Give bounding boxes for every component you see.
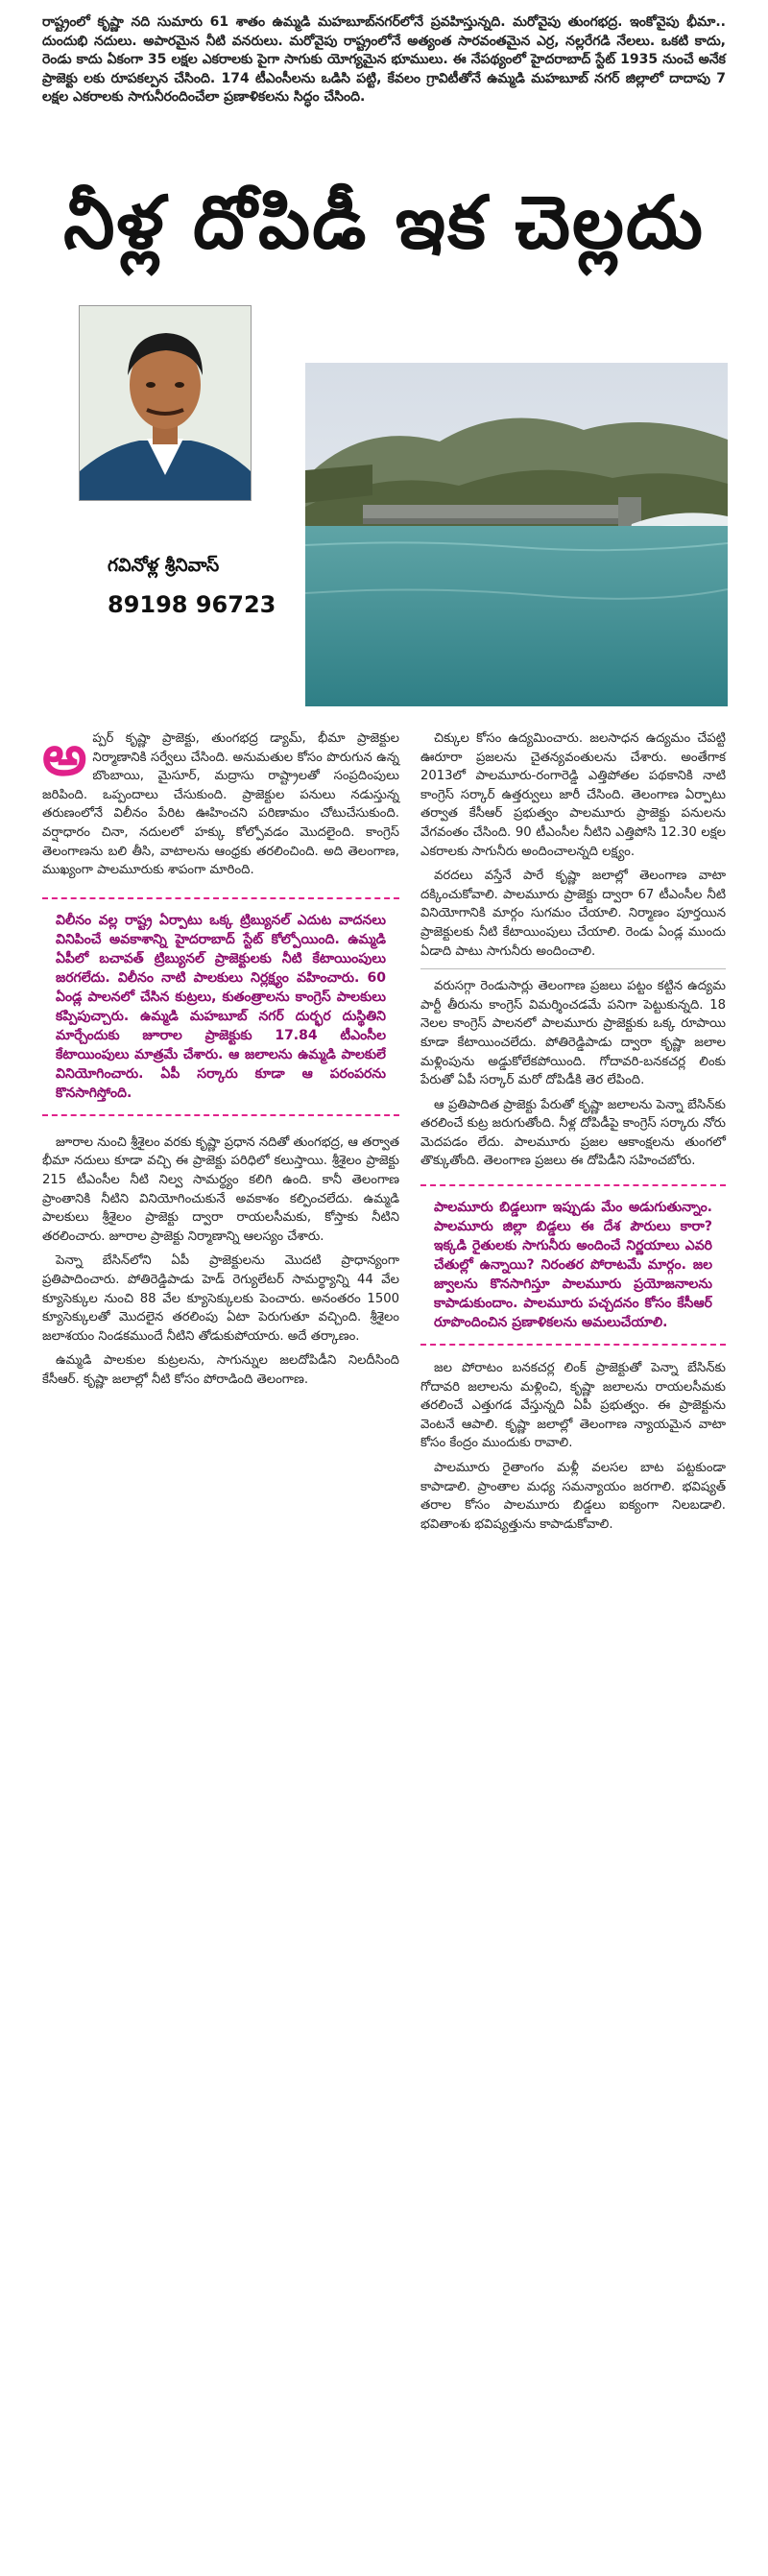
- left-paragraph-4: ఉమ్మడి పాలకుల కుట్రలను, సాగున్నుల జలదోపిడీని నిలదీసింది కేసీఆర్. కృష్ణా జలాల్లో నీటి కోసం పోరాడింది తెలంగాణ.: [42, 1353, 399, 1387]
- left-paragraph-3: పెన్నా బేసిన్‌లోని ఏపీ ప్రాజెక్టులను మొదటి ప్రాధాన్యంగా ప్రతిపాదించారు. పోతిరెడ్డిపాడు హెడ్ రెగ్యులేటర్ సామర్థ్యాన్ని 44 వేల క్యూసెక్కుల నుంచి 88 వేల క్యూసెక్కులకు పెంచారు. అనంతరం 1500 క్యూసెక్కులతో మొదలైన తరలింపు ఏటా పెరుగుతూ వచ్చింది. శ్రీశైలం జలాశయం నిండకముందే నీటిని తోడుకుపోయారు. అదే తర్కాణం.: [42, 1253, 399, 1344]
- dropcap-letter: అ: [42, 723, 87, 788]
- left-paragraph-1-text: ప్పర్ కృష్ణా ప్రాజెక్టు, తుంగభద్ర డ్యామ్, భీమా ప్రాజెక్టుల నిర్మాణానికి సర్వేలు చేసింది. అనుమతుల కోసం పొరుగున ఉన్న బొంబాయి, మైసూర్, మద్రాసు రాష్ట్రాలతో సంప్రదింపులు జరిపింది. ఒప్పందాలు చేసుకుంది. ప్రాజెక్టుల పనులు నడుస్తున్న తరుణంలోనే విలీనం పేరిట ఊహించని పరిణామం చోటుచేసుకుంది. వర్షాధారం చినా, నదులలో హక్కు కోల్పోవడం మొదలైంది. కాంగ్రెస్ తెలంగాణను బలి తీసి, వాటాలను ఆంధ్రకు తరలించింది. అది తెలంగాణ, ముఖ్యంగా పాలమూరుకు శాపంగా మారింది.: [42, 731, 399, 878]
- author-photo: [79, 305, 252, 501]
- left-column: [42, 723, 399, 1395]
- author-portrait-image: [80, 306, 251, 500]
- column-divider: [420, 968, 726, 969]
- left-paragraph-1: [42, 723, 399, 880]
- author-phone: 89198 96723: [108, 591, 276, 618]
- right-paragraph-3: వరుసగ్గా రెండుసార్లు తెలంగాణ ప్రజలు పట్టం కట్టిన ఉద్యమ పార్టీ తీరును కాంగ్రెస్ విమర్శించడమే పనిగా పెట్టుకున్నది. 18 నెలల కాంగ్రెస్ పాలనలో పాలమూరు ప్రాజెక్టుకు ఒక్క రూపాయి కూడా కేటాయించలేదు. పోతిరెడ్డిపాడు ద్వారా కృష్ణా జలాల మళ్లింపును అడ్డుకోలేకపోయింది. గోదావరి-బనకచర్ల లింకు పేరుతో ఏపీ సర్కార్ మరో దోపిడీకి తెర లేపింది.: [420, 979, 726, 1088]
- article-headline: నీళ్ల దోపిడీ ఇక చెల్లదు: [63, 179, 705, 265]
- left-paragraph-2: జూరాల నుంచి శ్రీశైలం వరకు కృష్ణా ప్రధాన నదితో తుంగభద్ర, ఆ తర్వాత భీమా నదులు కూడా వచ్చి ఈ ప్రాజెక్టు పరిధిలో కలుస్తాయి. శ్రీశైలం ప్రాజెక్టు 215 టీఎంసీల నీటి నిల్వ సామర్థ్యం కలిగి ఉంది. కానీ తెలంగాణ ప్రాంతానికి నీటిని వినియోగించుకునే అవకాశం కల్పించలేదు. ఉమ్మడి పాలకులు శ్రీశైలం ప్రాజెక్టు ద్వారా రాయలసీమకు, కోస్తాకు నీటిని తరలించారు. జూరాల ప్రాజెక్టు నిర్మాణాన్ని ఆలస్యం చేశారు.: [42, 1134, 399, 1244]
- right-paragraph-5: జల పోరాటం బనకచర్ల లింక్ ప్రాజెక్టుతో పెన్నా బేసిన్‌కు గోదావరి జలాలను మళ్లించి, కృష్ణా జలాలను రాయలసీమకు తరలించే ఎత్తుగడ వేస్తున్నది ఏపీ ప్రభుత్వం. ఈ ప్రాజెక్టును వెంటనే ఆపాలి. కృష్ణా జలాల్లో తెలంగాణ న్యాయమైన వాటా కోసం కేంద్రం ముందుకు రావాలి.: [420, 1361, 726, 1451]
- right-paragraph-4: ఆ ప్రతిపాదిత ప్రాజెక్టు పేరుతో కృష్ణా జలాలను పెన్నా బేసిన్‌కు తరలించే కుట్ర జరుగుతోంది. నీళ్ల దోపిడీపై కాంగ్రెస్ సర్కారు నోరు మెదపడం లేదు. పాలమూరు ప్రజల ఆకాంక్షలను తుంగలో తొక్కుతోంది. తెలంగాణ ప్రజలు ఈ దోపిడీని సహించబోరు.: [420, 1097, 726, 1169]
- pull-quote-left: విలీనం వల్ల రాష్ట్ర ఏర్పాటు ఒక్క ట్రిబ్యునల్ ఎదుట వాదనలు వినిపించే అవకాశాన్ని హైదరాబాద్ స్టేట్ కోల్పోయింది. ఉమ్మడి ఏపీలో బచావత్ ట్రిబ్యునల్ ప్రాజెక్టులకు నీటి కేటాయింపులు జరగలేదు. విలీనం నాటి పాలకులు నిర్లక్ష్యం వహించారు. 60 ఏండ్ల పాలనలో చేసిన కుట్రలు, కుతంత్రాలను కాంగ్రెస్ పాలకులు కప్పిపుచ్చారు. ఉమ్మడి మహబూబ్ నగర్ దుర్భర దుస్థితిని మార్చేందుకు జూరాల ప్రాజెక్టుకు 17.84 టీఎంసీల కేటాయింపులు మాత్రమే చేశారు. ఆ జలాలను ఉమ్మడి పాలకులే వినియోగించారు. ఏపీ సర్కారు కూడా ఆ పరంపరను కొనసాగిస్తోంది.: [42, 897, 399, 1116]
- pull-quote-right: పాలమూరు బిడ్డలుగా ఇప్పుడు మేం అడుగుతున్నాం. పాలమూరు జిల్లా బిడ్డలు ఈ దేశ పౌరులు కారా? ఇక్కడి రైతులకు సాగునీరు అందించే నిర్ణయాలు ఎవరి చేతుల్లో ఉన్నాయి? నిరంతర పోరాటమే మార్గం. జల జ్వాలను కొనసాగిస్తూ పాలమూరు ప్రయోజనాలను కాపాడుకుందాం. పాలమూరు పచ్చదనం కోసం కేసీఆర్ రూపొందించిన ప్రణాళికలను అమలుచేయాలి.: [420, 1184, 726, 1346]
- right-paragraph-6: పాలమూరు రైతాంగం మళ్లీ వలసల బాట పట్టకుండా కాపాడాలి. ప్రాంతాల మధ్య సమన్యాయం జరగాలి. భవిష్యత్ తరాల కోసం పాలమూరు బిడ్డలు ఐక్యంగా నిలబడాలి. భవితాంశు భవిష్యత్తును కాపాడుకోవాలి.: [420, 1461, 726, 1532]
- article-intro: [42, 13, 726, 107]
- right-paragraph-2: వరదలు వస్తేనే పారే కృష్ణా జలాల్లో తెలంగాణ వాటా దక్కించుకోవాలి. పాలమూరు ప్రాజెక్టు ద్వారా 67 టీఎంసీల నీటి వినియోగానికి మార్గం సుగమం చేయాలి. నిర్మాణం పూర్తయిన ప్రాజెక్టులకు నీటి కేటాయింపులు చేయాలి. రెండు ఏండ్ల ముందు ఏడాది పాటు సాగునీరు అందించాలి.: [420, 869, 726, 959]
- author-name: గవినోళ్ల శ్రీనివాస్: [108, 555, 220, 576]
- right-column: [420, 729, 726, 1539]
- intro-paragraph: రాష్ట్రంలో కృష్ణా నది సుమారు 61 శాతం ఉమ్మడి మహబూబ్‌నగర్‌లోనే ప్రవహిస్తున్నది. మరోవైపు తుంగభద్ర. ఇంకోవైపు భీమా.. దుందుభి నదులు. అపారమైన నీటి వనరులు. మరోవైపు రాష్ట్రంలోనే అత్యంత సారవంతమైన ఎర్ర, నల్లరేగడి నేలలు. ఒకటి కాదు, రెండు కాదు ఏకంగా 35 లక్షల ఎకరాలకు పైగా సాగుకు యోగ్యమైన భూములు. ఈ నేపథ్యంలో హైదరాబాద్ స్టేట్ 1935 నుంచే అనేక ప్రాజెక్టు లకు రూపకల్పన చేసింది. 174 టీఎంసీలను ఒడిసి పట్టి, కేవలం గ్రావిటీతోనే ఉమ్మడి మహబూబ్ నగర్ జిల్లాలో దాదాపు 7 లక్షల ఎకరాలకు సాగునీరందించేలా ప్రణాళికలను సిద్ధం చేసింది.: [42, 14, 726, 106]
- dam-landscape-image: [305, 363, 728, 706]
- dam-photo: [305, 363, 728, 706]
- right-paragraph-1: చిక్కుల కోసం ఉద్యమించారు. జలసాధన ఉద్యమం చేపట్టి ఊరూరా ప్రజలను చైతన్యవంతులను చేశారు. అంతేగాక 2013లో పాలమూరు-రంగారెడ్డి ఎత్తిపోతల పథకానికి నాటి కాంగ్రెస్ సర్కార్ ఉత్తర్వులు జారీ చేసింది. తెలంగాణ ఏర్పాటు తర్వాత కేసీఆర్ ప్రభుత్వం పాలమూరు ప్రాజెక్టు పనులను వేగవంతం చేసింది. 90 టీఎంసీల నీటిని ఎత్తిపోసి 12.30 లక్షల ఎకరాలకు సాగునీరు అందించాలన్నది లక్ష్యం.: [420, 731, 726, 859]
